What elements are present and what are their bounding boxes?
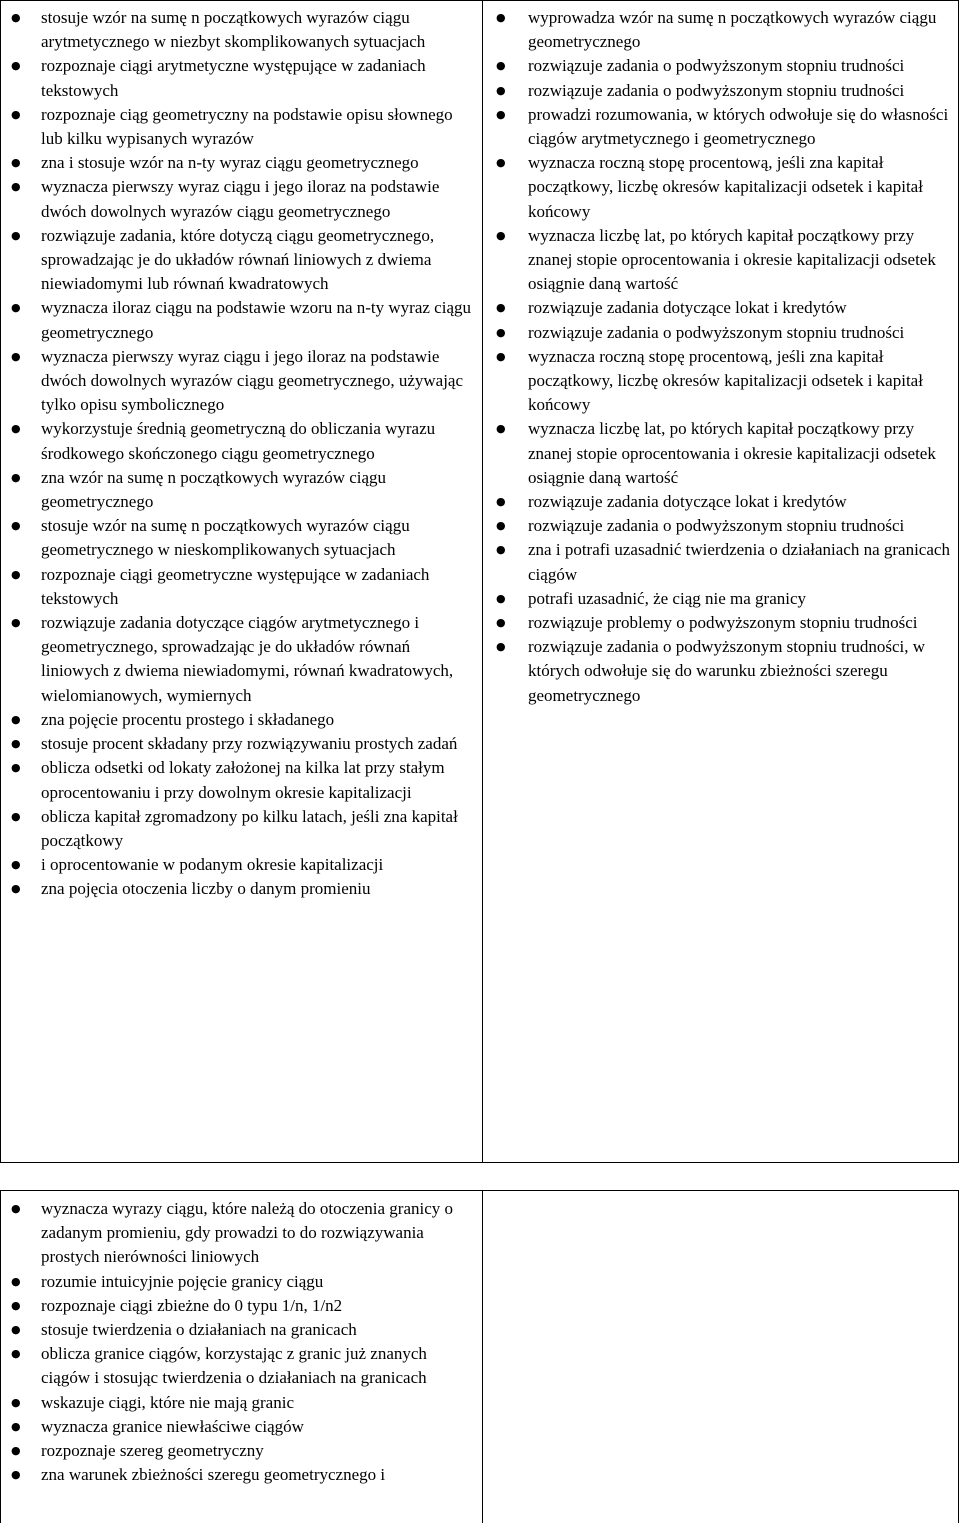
list-item: ● wyznacza liczbę lat, po których kapitał początkowy przy znanej stopie oprocentowania i okresie kapitalizacji odsetek osiągnie daną wartość [483,417,958,490]
list-item: ● stosuje twierdzenia o działaniach na granicach [1,1318,482,1342]
list-item: ● rozwiązuje zadania o podwyższonym stopniu trudności [483,54,958,78]
list-item: ● oblicza kapitał zgromadzony po kilku latach, jeśli zna kapitał początkowy [1,805,482,853]
right-column-top [482,0,959,1163]
list-item: ● wyznacza roczną stopę procentową, jeśli zna kapitał początkowy, liczbę okresów kapitalizacji odsetek i kapitał końcowy [483,151,958,224]
list-item: ● oblicza odsetki od lokaty założonej na kilka lat przy stałym oprocentowaniu i przy dowolnym okresie kapitalizacji [1,756,482,804]
list-item: ● stosuje wzór na sumę n początkowych wyrazów ciągu arytmetycznego w niezbyt skomplikowanych sytuacjach [1,6,482,54]
skills-list-left-top [1,6,482,902]
list-item: ● rozpoznaje ciągi arytmetyczne występujące w zadaniach tekstowych [1,54,482,102]
list-item: ● rozwiązuje zadania, które dotyczą ciągu geometrycznego, sprowadzając je do układów równań liniowych z dwiema niewiadomymi lub równań kwadratowych [1,224,482,297]
list-item: ● stosuje procent składany przy rozwiązywaniu prostych zadań [1,732,482,756]
list-item: ● wykorzystuje średnią geometryczną do obliczania wyrazu środkowego skończonego ciągu geometrycznego [1,417,482,465]
list-item: ● i oprocentowanie w podanym okresie kapitalizacji [1,853,482,877]
skills-list-left-bottom [1,1197,482,1487]
list-item: ● zna pojęcie procentu prostego i składanego [1,708,482,732]
list-item: ● wyznacza pierwszy wyraz ciągu i jego iloraz na podstawie dwóch dowolnych wyrazów ciągu geometrycznego [1,175,482,223]
list-item: ● oblicza granice ciągów, korzystając z granic już znanych ciągów i stosując twierdzenia o działaniach na granicach [1,1342,482,1390]
list-item: ● prowadzi rozumowania, w których odwołuje się do własności ciągów arytmetycznego i geometrycznego [483,103,958,151]
list-item: ● rozumie intuicyjnie pojęcie granicy ciągu [1,1270,482,1294]
list-item: ● rozwiązuje zadania o podwyższonym stopniu trudności, w których odwołuje się do warunku zbieżności szeregu geometrycznego [483,635,958,708]
list-item: ● rozwiązuje zadania o podwyższonym stopniu trudności [483,321,958,345]
left-column-top [0,0,483,1163]
list-item: ● zna warunek zbieżności szeregu geometrycznego i [1,1463,482,1487]
list-item: ● wyznacza roczną stopę procentową, jeśli zna kapitał początkowy, liczbę okresów kapitalizacji odsetek i kapitał końcowy [483,345,958,418]
list-item: ● stosuje wzór na sumę n początkowych wyrazów ciągu geometrycznego w nieskomplikowanych sytuacjach [1,514,482,562]
list-item: ● rozwiązuje zadania dotyczące ciągów arytmetycznego i geometrycznego, sprowadzając je do układów równań liniowych z dwiema niewiadomymi, równań kwadratowych, wielomianowych, wymiernych [1,611,482,708]
list-item: ● zna pojęcia otoczenia liczby o danym promieniu [1,877,482,901]
list-item: ● wyprowadza wzór na sumę n początkowych wyrazów ciągu geometrycznego [483,6,958,54]
list-item: ● wyznacza wyrazy ciągu, które należą do otoczenia granicy o zadanym promieniu, gdy prowadzi to do rozwiązywania prostych nierówności liniowych [1,1197,482,1270]
list-item: ● wyznacza liczbę lat, po których kapitał początkowy przy znanej stopie oprocentowania i okresie kapitalizacji odsetek osiągnie daną wartość [483,224,958,297]
list-item: ● rozwiązuje zadania dotyczące lokat i kredytów [483,490,958,514]
list-item: ● wyznacza iloraz ciągu na podstawie wzoru na n-ty wyraz ciągu geometrycznego [1,296,482,344]
list-item: ● potrafi uzasadnić, że ciąg nie ma granicy [483,587,958,611]
list-item: ● rozwiązuje zadania dotyczące lokat i kredytów [483,296,958,320]
list-item: ● rozpoznaje ciąg geometryczny na podstawie opisu słownego lub kilku wypisanych wyrazów [1,103,482,151]
left-column-bottom [0,1190,483,1523]
list-item: ● rozwiązuje zadania o podwyższonym stopniu trudności [483,514,958,538]
skills-list-right-top [483,6,958,708]
list-item: ● zna i stosuje wzór na n-ty wyraz ciągu geometrycznego [1,151,482,175]
list-item: ● wskazuje ciągi, które nie mają granic [1,1391,482,1415]
list-item: ● wyznacza pierwszy wyraz ciągu i jego iloraz na podstawie dwóch dowolnych wyrazów ciągu geometrycznego, używając tylko opisu symbolicznego [1,345,482,418]
list-item: ● rozpoznaje ciągi geometryczne występujące w zadaniach tekstowych [1,563,482,611]
list-item: ● zna wzór na sumę n początkowych wyrazów ciągu geometrycznego [1,466,482,514]
list-item: ● rozpoznaje ciągi zbieżne do 0 typu 1/n, 1/n2 [1,1294,482,1318]
list-item: ● wyznacza granice niewłaściwe ciągów [1,1415,482,1439]
list-item: ● rozpoznaje szereg geometryczny [1,1439,482,1463]
right-column-bottom [482,1190,959,1523]
list-item: ● zna i potrafi uzasadnić twierdzenia o działaniach na granicach ciągów [483,538,958,586]
list-item: ● rozwiązuje problemy o podwyższonym stopniu trudności [483,611,958,635]
list-item: ● rozwiązuje zadania o podwyższonym stopniu trudności [483,79,958,103]
